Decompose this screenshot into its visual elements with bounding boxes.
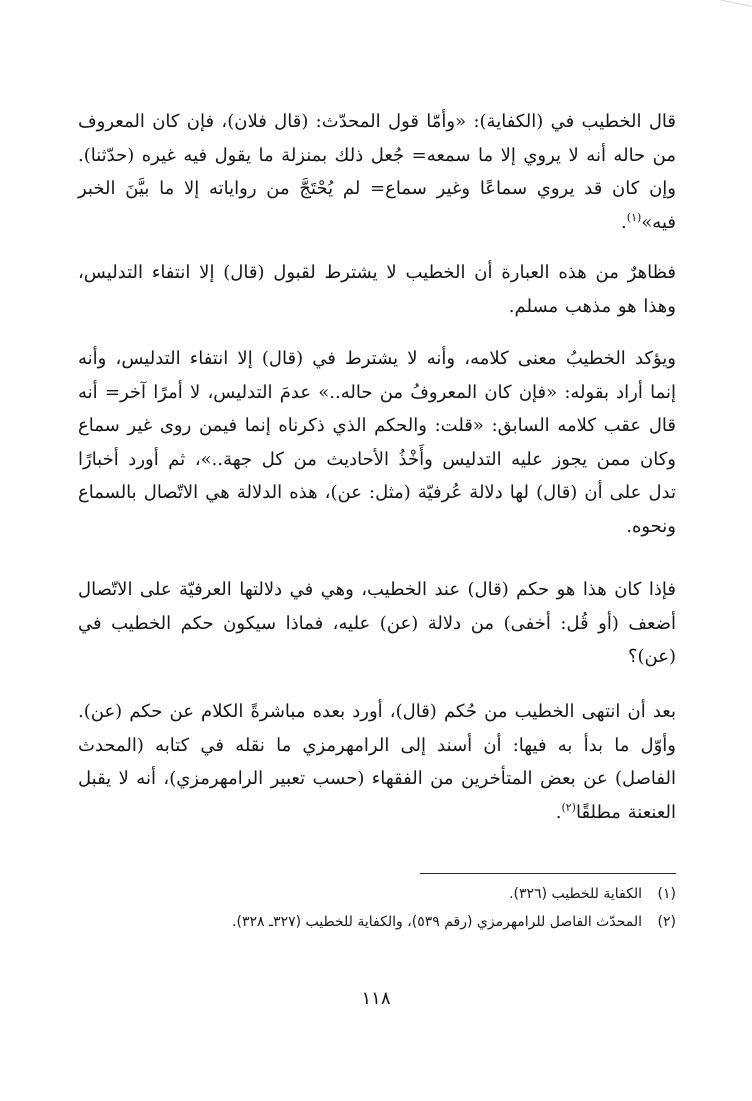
footnote-1 <box>78 880 676 908</box>
footnote-2-text: المحدّث الفاصل للرامهرمزي (رقم ٥٣٩)، والكفاية للخطيب (٣٢٧ـ ٣٢٨). <box>232 914 642 930</box>
footnote-1-text: الكفاية للخطيب (٣٢٦). <box>509 886 642 902</box>
scan-edge-mark <box>686 0 752 21</box>
paragraph-1-text: قال الخطيب في (الكفاية): «وأمّا قول المحدّث: (قال فلان)، فإن كان المعروف من حاله أنه لا يروي إلا ما سمعه= جُعل ذلك بمنزلة ما يقول فيه غيره (حدّثنا). وإن كان قد يروي سماعًا وغير سماع= لم يُحْتَجَّ من رواياته إلا ما بيَّنَ الخبر فيه» <box>78 111 676 233</box>
paragraph-4 <box>78 573 676 674</box>
paragraph-5 <box>78 695 676 829</box>
footnote-ref-1[interactable]: (١) <box>626 210 642 224</box>
paragraph-1-end: . <box>621 211 627 233</box>
paragraph-5-text: بعد أن انتهى الخطيب من حُكم (قال)، أورد بعده مباشرةً الكلام عن حكم (عن). وأوّل ما بدأ به فيها: أن أسند إلى الرامهرمزي ما نقله في كتابه (المحدث الفاصل) عن بعض المتأخرين من الفقهاء (حسب تعبير الرامهرمزي)، أنه لا يقبل العنعنة مطلقًا <box>78 701 676 823</box>
paragraph-4-text: فإذا كان هذا هو حكم (قال) عند الخطيب، وهي في دلالتها العرفيّة على الاتّصال أضعف (أو قُل: أخفى) من دلالة (عن) عليه، فماذا سيكون حكم الخطيب في (عن)؟ <box>78 579 676 667</box>
footnote-ref-2[interactable]: (٢) <box>561 800 576 814</box>
footnotes <box>78 880 676 936</box>
footnote-2 <box>78 908 676 936</box>
paragraph-2-text: فظاهرٌ من هذه العبارة أن الخطيب لا يشترط لقبول (قال) إلا انتفاء التدليس، وهذا هو مذهب مسلم. <box>78 262 676 317</box>
footnote-2-number: (٢) <box>657 914 676 930</box>
paragraph-3 <box>78 342 676 543</box>
paragraph-1 <box>78 105 676 239</box>
paragraph-2 <box>78 256 676 323</box>
page-number: ١١٨ <box>361 988 391 1009</box>
footnote-divider <box>420 873 676 874</box>
footnote-1-number: (١) <box>657 886 676 902</box>
paragraph-5-end: . <box>555 801 562 823</box>
paragraph-3-text: ويؤكد الخطيبُ معنى كلامه، وأنه لا يشترط في (قال) إلا انتفاء التدليس، وأنه إنما أراد بقوله: «فإن كان المعروفُ من حاله..» عدمَ التدليس، لا أمرًا آخر= أنه قال عقب كلامه السابق: «قلت: والحكم الذي ذكرناه إنما فيمن روى غير سماع وكان ممن يجوز عليه التدليس وأَخْذُ الأحاديث من كل جهة..»، ثم أورد أخبارًا تدل على أن (قال) لها دلالة عُرفيّة (مثل: عن)، هذه الدلالة هي الاتّصال بالسماع ونحوه. <box>78 348 676 537</box>
